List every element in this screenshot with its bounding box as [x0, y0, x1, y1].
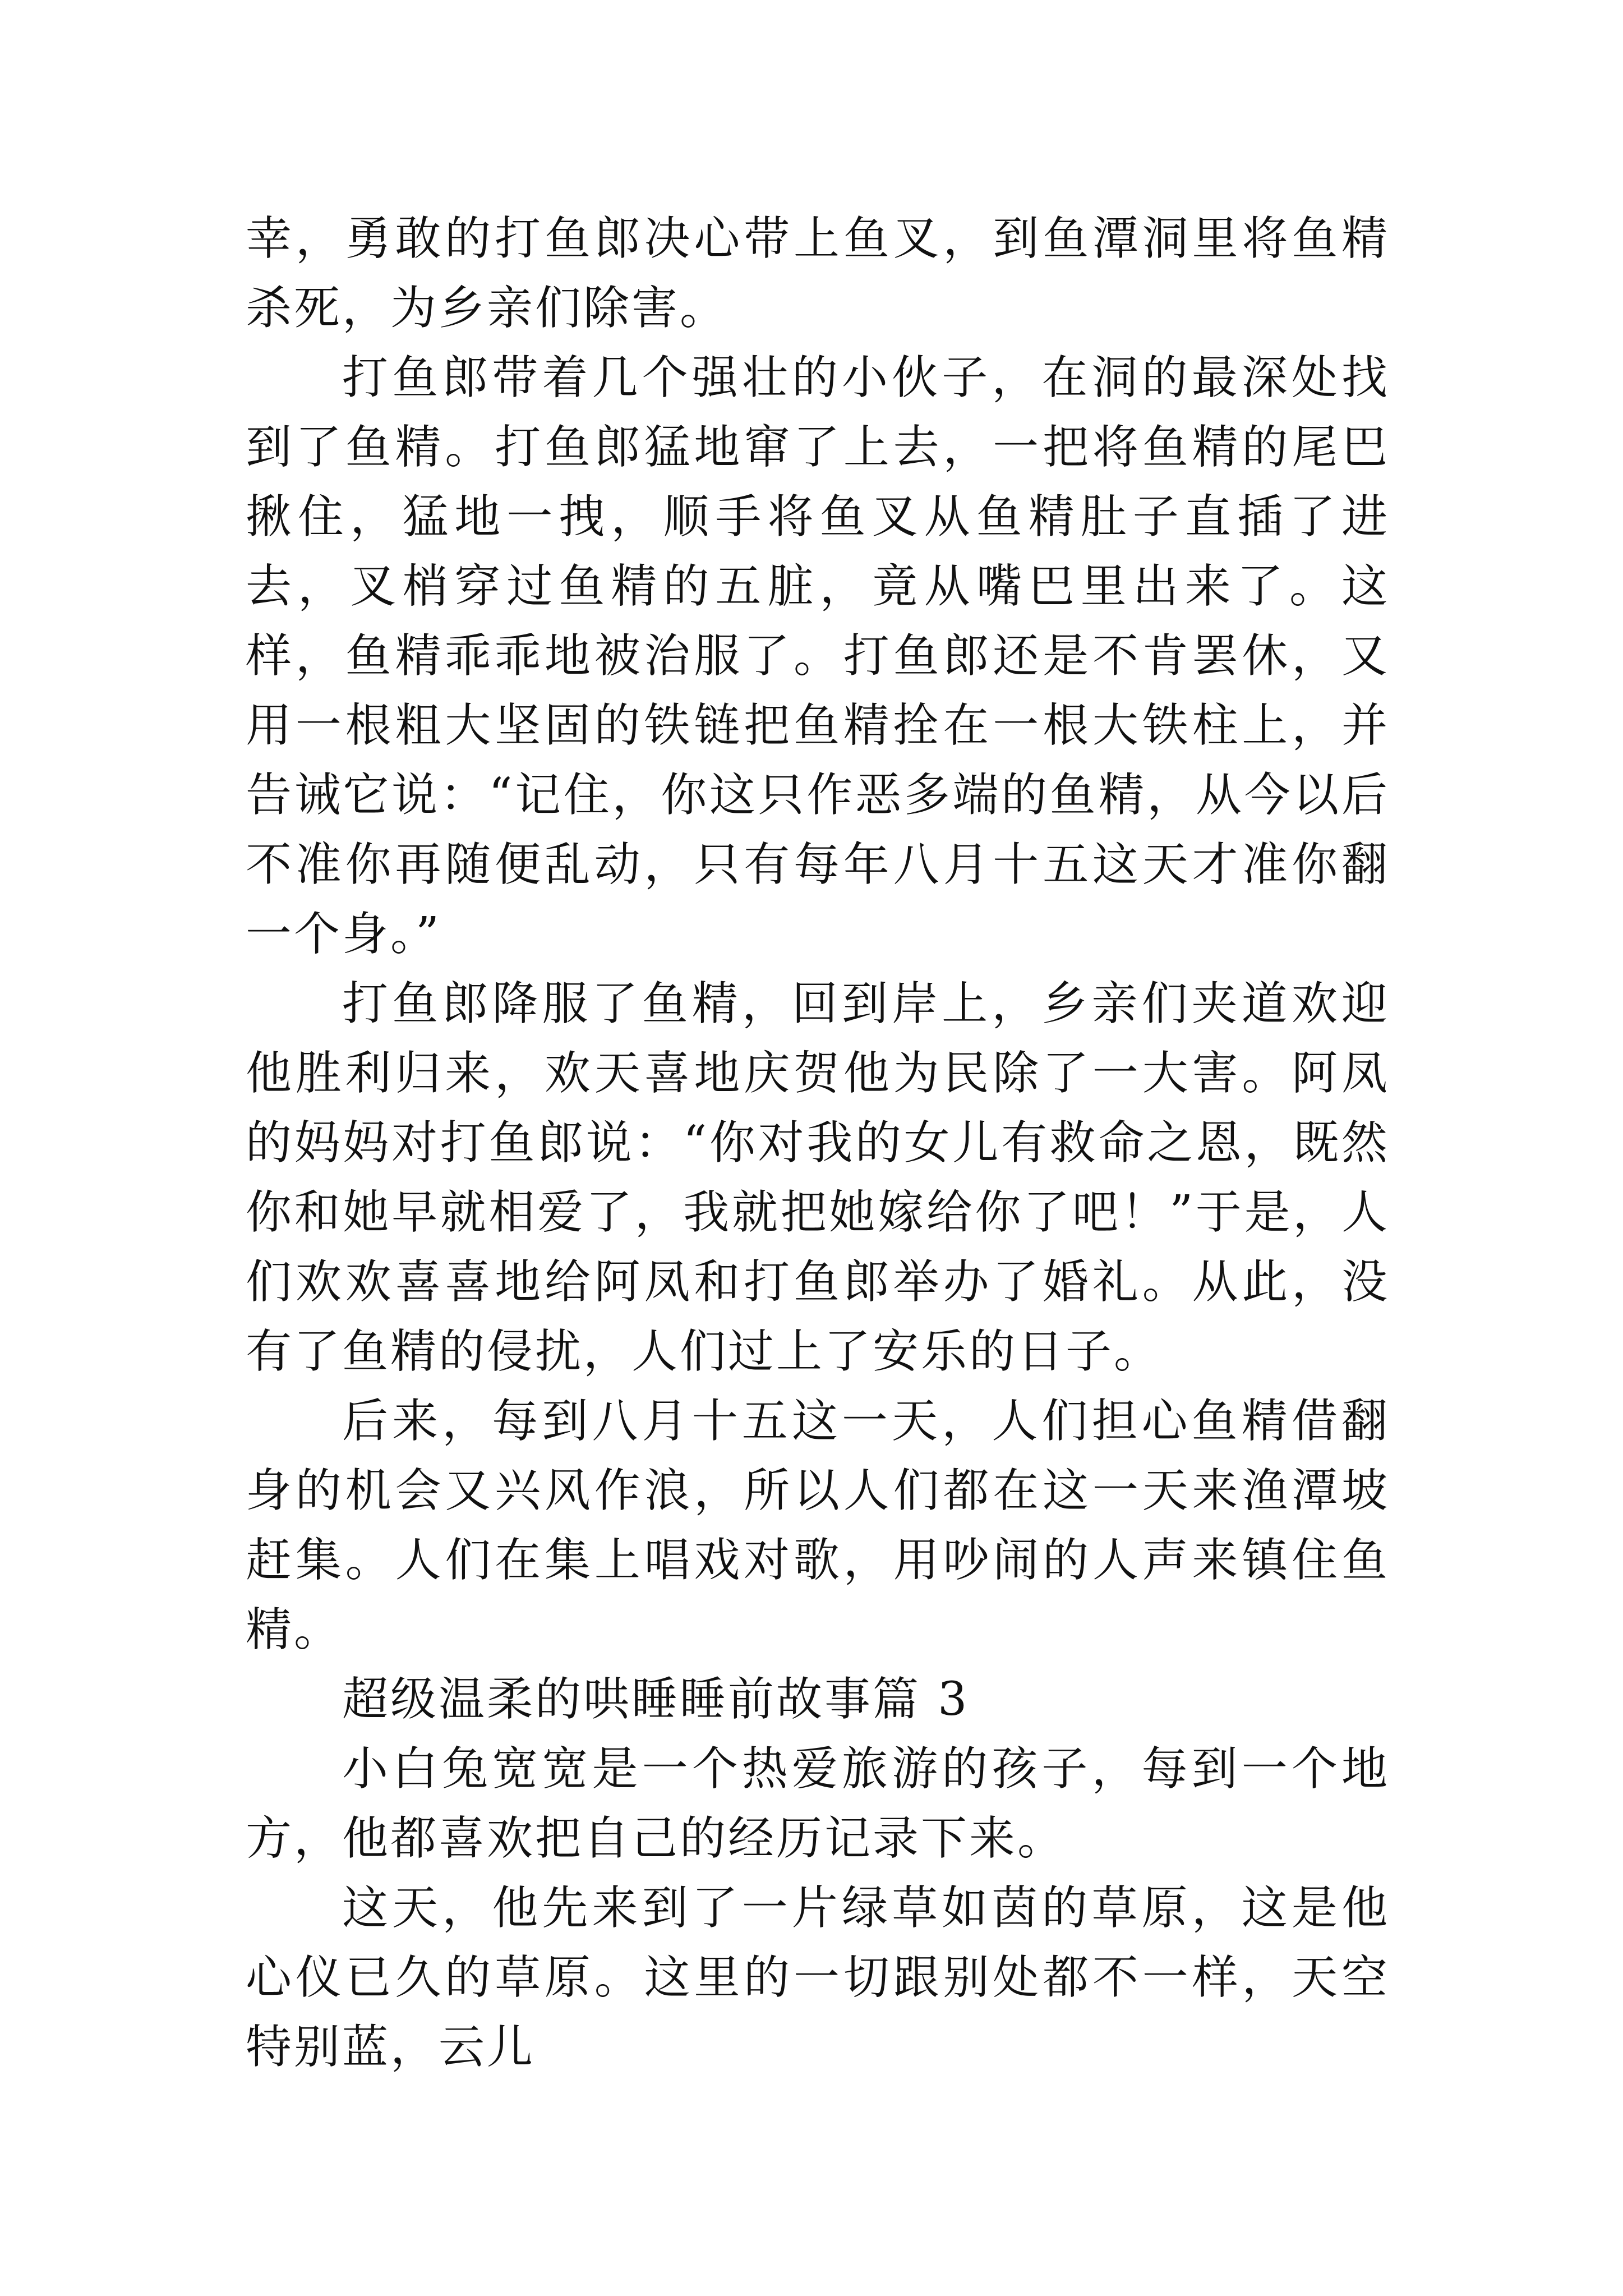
paragraph-2: 打鱼郎带着几个强壮的小伙子，在洞的最深处找到了鱼精。打鱼郎猛地窜了上去，一把将鱼精的尾巴揪住，猛地一拽，顺手将鱼叉从鱼精肚子直插了进去，叉梢穿过鱼精的五脏，竟从嘴巴里出来了。这样，鱼精乖乖地被治服了。打鱼郎还是不肯罢休，又用一根粗大坚固的铁链把鱼精拴在一根大铁柱上，并告诫它说：“记住，你这只作恶多端的鱼精，从今以后不准你再随便乱动，只有每年八月十五这天才准你翻一个身。”	[246, 351, 1390, 961]
document-body	[246, 204, 1390, 2082]
paragraph-3: 打鱼郎降服了鱼精，回到岸上，乡亲们夹道欢迎他胜利归来，欢天喜地庆贺他为民除了一大害。阿凤的妈妈对打鱼郎说：“你对我的女儿有救命之恩，既然你和她早就相爱了，我就把她嫁给你了吧！”于是，人们欢欢喜喜地给阿凤和打鱼郎举办了婚礼。从此，没有了鱼精的侵扰，人们过上了安乐的日子。	[246, 977, 1390, 1378]
paragraph-6: 这天，他先来到了一片绿草如茵的草原，这是他心仪已久的草原。这里的一切跟别处都不一样，天空特别蓝，云儿	[246, 1881, 1390, 2074]
paragraph-5: 小白兔宽宽是一个热爱旅游的孩子，每到一个地方，他都喜欢把自己的经历记录下来。	[246, 1742, 1390, 1865]
section-heading: 超级温柔的哄睡睡前故事篇 3	[342, 1673, 970, 1726]
paragraph-4: 后来，每到八月十五这一天，人们担心鱼精借翻身的机会又兴风作浪，所以人们都在这一天来渔潭坡赶集。人们在集上唱戏对歌，用吵闹的人声来镇住鱼精。	[246, 1395, 1390, 1657]
paragraph-1: 幸，勇敢的打鱼郎决心带上鱼叉，到鱼潭洞里将鱼精杀死，为乡亲们除害。	[246, 212, 1390, 335]
